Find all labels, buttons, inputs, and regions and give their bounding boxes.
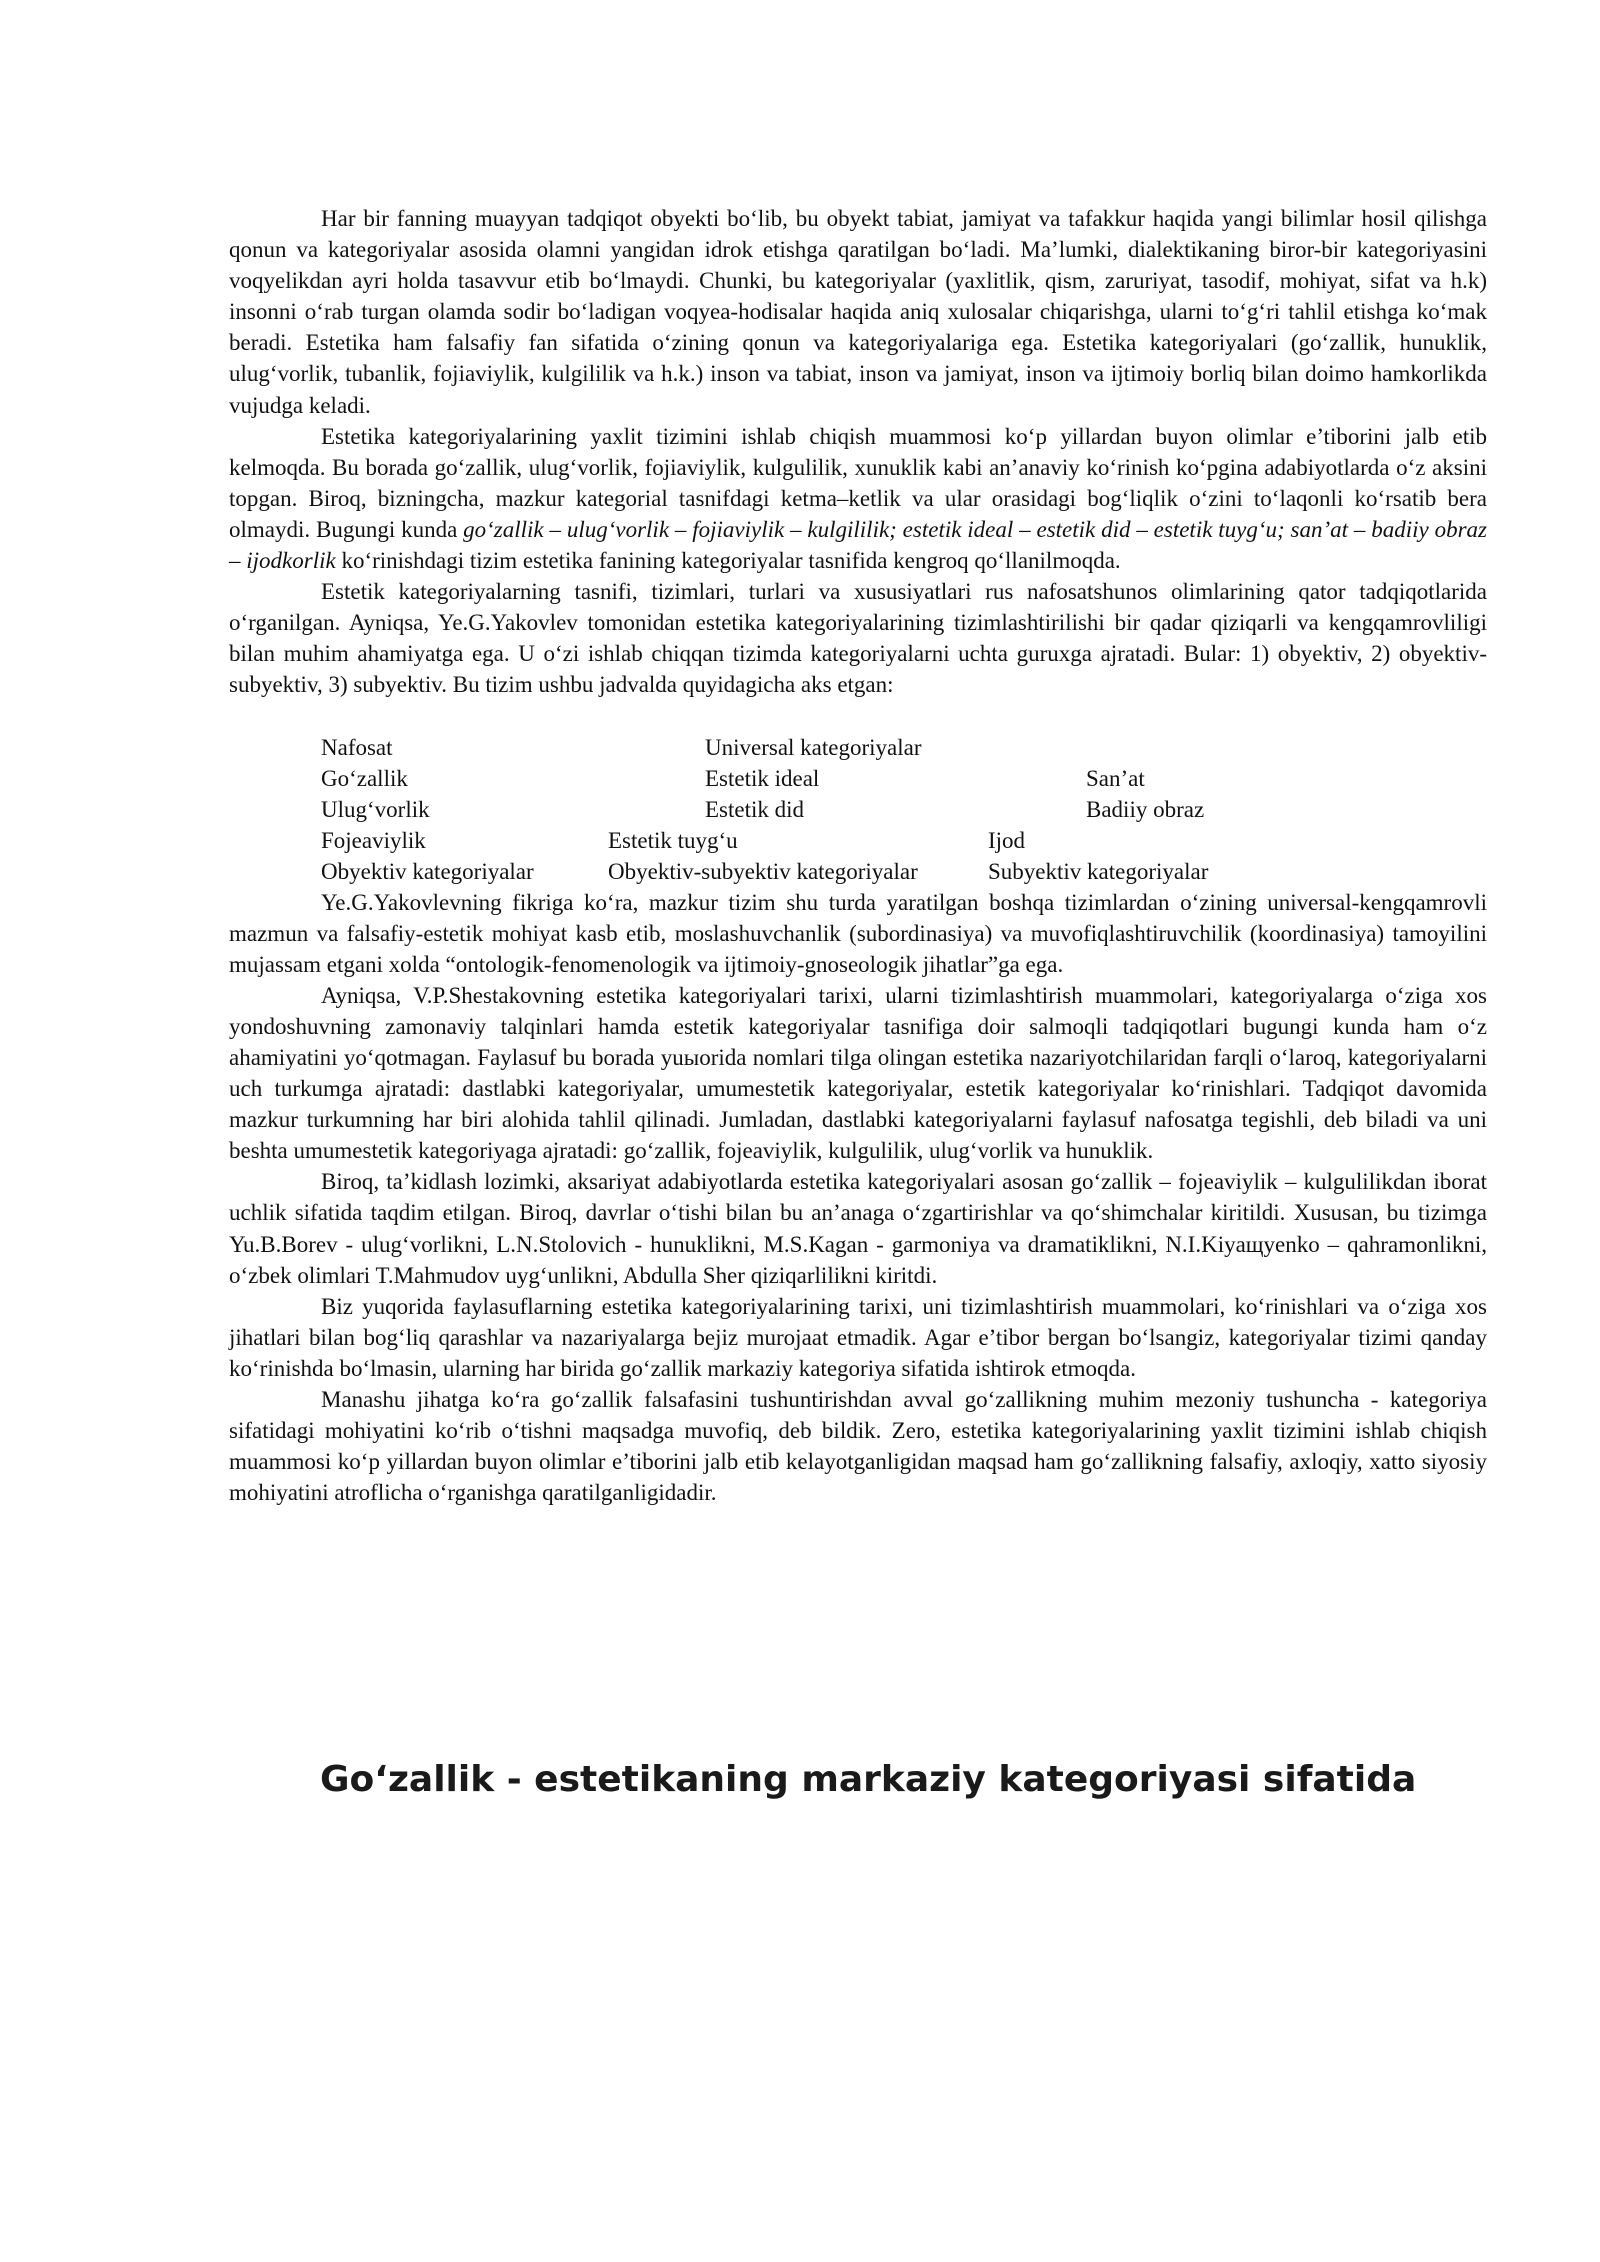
- paragraph: Har bir fanning muayyan tadqiqot obyekti bo‘lib, bu obyekt tabiat, jamiyat va tafakkur haqida yangi bilimlar hosil qilishga qonun va kategoriyalar asosida olamni yangidan idrok etishga qaratilgan bo‘ladi. Ma’lumki, dialektikaning biror-bir kategoriyasini voqyelikdan ayri holda tasavvur etib bo‘lmaydi. Chunki, bu kategoriyalar (yaxlitlik, qism, zaruriyat, tasodif, mohiyat, sifat va h.k) insonni o‘rab turgan olamda sodir bo‘ladigan voqyea-hodisalar haqida aniq xulosalar chiqarishga, ularni to‘g‘ri tahlil etishga ko‘mak beradi. Estetika ham falsafiy fan sifatida o‘zining qonun va kategoriyalariga ega. Estetika kategoriyalari (go‘zallik, hunuklik, ulug‘vorlik, tubanlik, fojiaviylik, kulgililik va h.k.) inson va tabiat, inson va jamiyat, inson va ijtimoiy borliq bilan doimo hamkorlikda vujudga keladi.: [229, 206, 1487, 418]
- paragraph: Ye.G.Yakovlevning fikriga ko‘ra, mazkur tizim shu turda yaratilgan boshqa tizimlardan o‘zining universal-kengqamrovli mazmun va falsafiy-estetik mohiyat kasb etib, moslashuvchanlik (subordinasiya) va muvofiqlashtiruvchilik (koordinasiya) tamoyilini mujassam etgani xolda “ontologik-fenomenologik va ijtimoiy-gnoseologik jihatlar”ga ega.: [229, 889, 1487, 977]
- paragraph: Biroq, ta’kidlash lozimki, aksariyat adabiyotlarda estetika kategoriyalari asosan go‘zallik – fojeaviylik – kulgulilikdan iborat uchlik sifatida taqdim etilgan. Biroq, davrlar o‘tishi bilan bu an’anaga o‘zgartirishlar va qo‘shimchalar kiritildi. Xususan, bu tizimga Yu.B.Borev - ulug‘vorlikni, L.N.Stolovich - hunuklikni, M.S.Kagan - garmoniya va dramatiklikni, N.I.Kiyaщyenko – qahramonlikni, o‘zbek olimlari T.Mahmudov uyg‘unlikni, Abdulla Sher qiziqarlilikni kiritdi.: [229, 1169, 1487, 1288]
- scheme-label-badiiy-obraz: Badiiy obraz: [1086, 796, 1205, 822]
- paragraph: Manashu jihatga ko‘ra go‘zallik falsafasini tushuntirishdan avval go‘zallikning muhim mezoniy tushuncha - kategoriya sifatidagi mohiyatini ko‘rib o‘tishni maqsadga muvofiq, deb bildik. Zero, estetika kategoriyalarining yaxlit tizimini ishlab chiqish muammosi ko‘p yillardan buyon olimlar e’tiborini jalb etib kelayotganligidan maqsad ham go‘zallikning falsafiy, axloqiy, xatto siyosiy mohiyatini atroflicha o‘rganishga qaratilganligidadir.: [229, 1387, 1487, 1506]
- scheme-label-obyektiv-subyektiv: Obyektiv-subyektiv kategoriyalar: [608, 858, 918, 884]
- scheme-label-obyektiv: Obyektiv kategoriyalar: [321, 858, 534, 884]
- paragraph-text: Estetika kategoriyalarining yaxlit tizimini ishlab chiqish muammosi ko‘p yillardan buyon olimlar e’tiborini jalb etib kelmoqda. Bu borada go‘zallik, ulug‘vorlik, fojiaviylik, kulgulilik, xunuklik kabi an’anaviy ko‘rinish ko‘pgina adabiyotlarda o‘z aksini topgan. Biroq, bizningcha, mazkur kategorial tasnifdagi ketma–ketlik va ular orasidagi bog‘liqlik o‘zini to‘laqonli ko‘rsatib bera olmaydi. Bugungi kunda: [229, 423, 1487, 542]
- paragraph-text: ko‘rinishdagi tizim estetika fanining kategoriyalar tasnifida kengroq qo‘llanilmoqda.: [335, 548, 1121, 574]
- scheme-label-ulugvorlik: Ulug‘vorlik: [321, 796, 430, 822]
- paragraph: Estetik kategoriyalarning tasnifi, tizimlari, turlari va xususiyatlari rus nafosatshunos olimlarining qator tadqiqotlarida o‘rganilgan. Ayniqsa, Ye.G.Yakovlev tomonidan estetika kategoriyalarining tizimlashtirilishi bir qadar qiziqarli va kengqamrovliligi bilan muhim ahamiyatga ega. U o‘zi ishlab chiqqan tizimda kategoriyalarni uchta guruxga ajratadi. Bular: 1) obyektiv, 2) obyektiv-subyektiv, 3) subyektiv. Bu tizim ushbu jadvalda quyidagicha aks etgan:: [229, 579, 1487, 698]
- paragraph: Ayniqsa, V.P.Shestakovning estetika kategoriyalari tarixi, ularni tizimlashtirish muammolari, kategoriyalarga o‘ziga xos yondoshuvning zamonaviy talqinlari hamda estetik kategoriyalar tasnifiga doir salmoqli tadqiqotlari bugungi kunda ham o‘z ahamiyatini yo‘qotmagan. Faylasuf bu borada yuыorida nomlari tilga olingan estetika nazariyotchilaridan farqli o‘laroq, kategoriyalarni uch turkumga ajratadi: dastlabki kategoriyalar, umumestetik kategoriyalar, estetik kategoriyalar ko‘rinishlari. Tadqiqot davomida mazkur turkumning har biri alohida tahlil qilinadi. Jumladan, dastlabki kategoriyalarni faylasuf nafosatga tegishli, deb biladi va uni beshta umumestetik kategoriyaga ajratadi: go‘zallik, fojeaviylik, kulgulilik, ulug‘vorlik va hunuklik.: [229, 982, 1487, 1164]
- scheme-label-estetik-tuygu: Estetik tuyg‘u: [608, 827, 738, 853]
- scheme-label-nafosat: Nafosat: [321, 734, 393, 760]
- paragraph: [229, 421, 1487, 576]
- category-scheme: [229, 732, 1487, 887]
- paragraph: Biz yuqorida faylasuflarning estetika kategoriyalarining tarixi, uni tizimlashtirish muammolari, ko‘rinishlari va o‘ziga xos jihatlari bilan bog‘liq qarashlar va nazariyalarga bejiz murojaat etmadik. Agar e’tibor bergan bo‘lsangiz, kategoriyalar tizimi qanday ko‘rinishda bo‘lmasin, ularning har birida go‘zallik markaziy kategoriya sifatida ishtirok etmoqda.: [229, 1293, 1487, 1381]
- scheme-label-sanat: San’at: [1086, 765, 1145, 791]
- scheme-label-estetik-did: Estetik did: [705, 796, 805, 822]
- spacer: [229, 701, 1487, 732]
- scheme-label-estetik-ideal: Estetik ideal: [705, 765, 820, 791]
- document-body: [229, 203, 1487, 1508]
- section-heading: Go‘zallik - estetikaning markaziy kategoriyasi sifatida: [320, 1759, 1417, 1800]
- scheme-label-ijod: Ijod: [988, 827, 1026, 853]
- scheme-label-fojeaviylik: Fojeaviylik: [321, 827, 426, 853]
- scheme-label-universal: Universal kategoriyalar: [705, 734, 922, 760]
- paragraph-italic-text: go‘zallik – ulug‘vorlik – fojiaviylik – kulgililik; estetik ideal – estetik did – estetik tuyg‘u; san’at – badiiy obraz – ijodkorlik: [229, 516, 1487, 574]
- scheme-label-gozallik: Go‘zallik: [321, 765, 408, 791]
- scheme-label-subyektiv: Subyektiv kategoriyalar: [988, 858, 1209, 884]
